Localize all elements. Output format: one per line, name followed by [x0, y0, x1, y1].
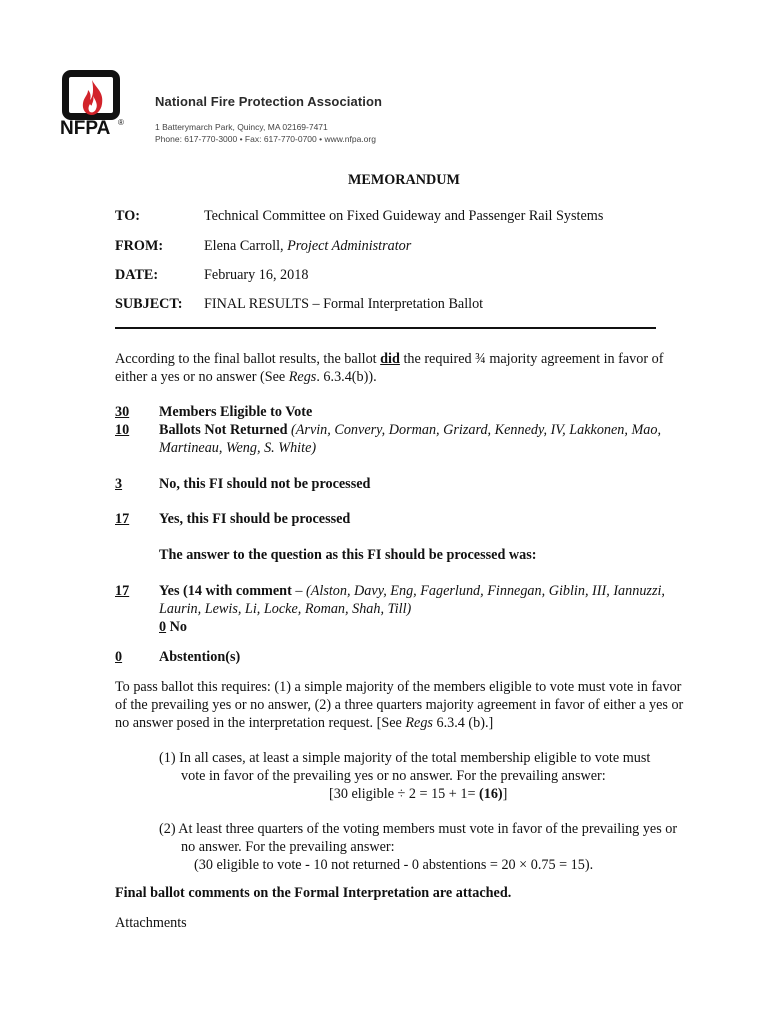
rule-item-1-line-3 — [329, 785, 507, 803]
yes-count: 17 — [115, 511, 130, 527]
eligible-count: 30 — [115, 404, 130, 420]
eligible-label: Members Eligible to Vote — [159, 404, 313, 420]
rule-item-1-result: (16) — [479, 786, 503, 802]
intro-text-2: the required ¾ majority agreement in favor of — [399, 351, 664, 367]
from-value — [204, 237, 411, 255]
rule-item-2-line-3: (30 eligible to vote - 10 not returned - 0 abstentions = 20 × 0.75 = 15). — [194, 857, 594, 873]
from-title: Project Administrator — [287, 238, 412, 254]
logo-wordmark: NFPA — [60, 118, 111, 139]
not-returned-names-2: Martineau, Weng, S. White) — [159, 440, 317, 456]
rule-item-1-line-1: (1) In all cases, at least a simple majority of the total membership eligible to vote must — [159, 750, 651, 766]
rule-item-1-line-2: vote in favor of the prevailing yes or no answer. For the prevailing answer: — [181, 768, 606, 784]
intro-text-4: . 6.3.4(b)). — [316, 369, 377, 385]
yes-answer-count: 17 — [115, 583, 130, 599]
no-answer-label: No — [166, 619, 187, 635]
not-returned-count: 10 — [115, 422, 130, 438]
answer-heading: The answer to the question as this FI should be processed was: — [159, 547, 537, 563]
org-address: 1 Batterymarch Park, Quincy, MA 02169-7471 — [155, 122, 328, 132]
yes-answer-line — [159, 582, 665, 600]
to-value: Technical Committee on Fixed Guideway and Passenger Rail Systems — [204, 208, 604, 224]
letterhead-org — [155, 94, 382, 145]
flame-icon — [74, 78, 110, 118]
intro-text-3: either a yes or no answer (See — [115, 369, 289, 385]
yes-with-comment: 14 with comment — [187, 583, 292, 599]
abstention-count: 0 — [115, 649, 123, 665]
intro-text: According to the final ballot results, the ballot — [115, 351, 381, 367]
nfpa-logo — [60, 68, 130, 142]
pass-rule-line-1: To pass ballot this requires: (1) a simple majority of the members eligible to vote must vote in favor — [115, 679, 682, 695]
org-name: National Fire Protection Association — [155, 94, 383, 109]
intro-regs: Regs — [288, 369, 317, 385]
memo-heading: MEMORANDUM — [348, 172, 460, 188]
from-name: Elena Carroll, — [204, 238, 284, 254]
intro-line-1 — [115, 350, 663, 368]
no-label: No, this FI should not be processed — [159, 476, 371, 492]
intro-did: did — [380, 351, 400, 367]
pass-rule-text-2: 6.3.4 (b).] — [432, 715, 494, 731]
yes-names-2: Laurin, Lewis, Li, Locke, Roman, Shah, Till) — [159, 601, 412, 617]
logo-registered-mark: ® — [118, 118, 124, 127]
not-returned-label: Ballots Not Returned — [159, 422, 288, 438]
abstention-label: Abstention(s) — [159, 649, 241, 665]
no-count: 3 — [115, 476, 123, 492]
final-comments-note: Final ballot comments on the Formal Interpretation are attached. — [115, 885, 512, 901]
pass-rule-line-2: of the prevailing yes or no answer, (2) a three quarters majority agreement in favor of either a yes or — [115, 697, 684, 713]
rule-item-2-line-1: (2) At least three quarters of the voting members must vote in favor of the prevailing yes or — [159, 821, 678, 837]
date-label: DATE: — [115, 267, 159, 283]
pass-rule-line-3 — [115, 714, 493, 732]
date-value: February 16, 2018 — [204, 267, 309, 283]
rule-item-2-line-2: no answer. For the prevailing answer: — [181, 839, 395, 855]
not-returned-names: (Arvin, Convery, Dorman, Grizard, Kennedy, IV, Lakkonen, Mao, — [287, 422, 662, 438]
rule-item-1-close: ] — [502, 786, 508, 802]
attachments-label: Attachments — [115, 915, 187, 931]
from-label: FROM: — [115, 238, 164, 254]
not-returned-line — [159, 421, 661, 439]
yes-dash: – — [291, 583, 306, 599]
yes-label: Yes, this FI should be processed — [159, 511, 351, 527]
yes-names: (Alston, Davy, Eng, Fagerlund, Finnegan, Giblin, III, Iannuzzi, — [305, 583, 665, 599]
subject-value: FINAL RESULTS – Formal Interpretation Ballot — [204, 296, 484, 312]
to-label: TO: — [115, 208, 140, 224]
intro-line-2 — [115, 368, 377, 386]
rule-item-1-calc: [30 eligible ÷ 2 = 15 + 1= — [329, 786, 480, 802]
header-divider — [115, 327, 656, 329]
pass-rule-text: no answer posed in the interpretation request. [See — [115, 715, 406, 731]
org-contact: Phone: 617-770-3000 • Fax: 617-770-0700 • www.nfpa.org — [155, 134, 376, 144]
yes-answer-label: Yes ( — [159, 583, 188, 599]
no-answer-count: 0 — [159, 619, 167, 635]
no-answer-line — [159, 618, 187, 636]
subject-label: SUBJECT: — [115, 296, 183, 312]
pass-rule-regs: Regs — [405, 715, 433, 731]
